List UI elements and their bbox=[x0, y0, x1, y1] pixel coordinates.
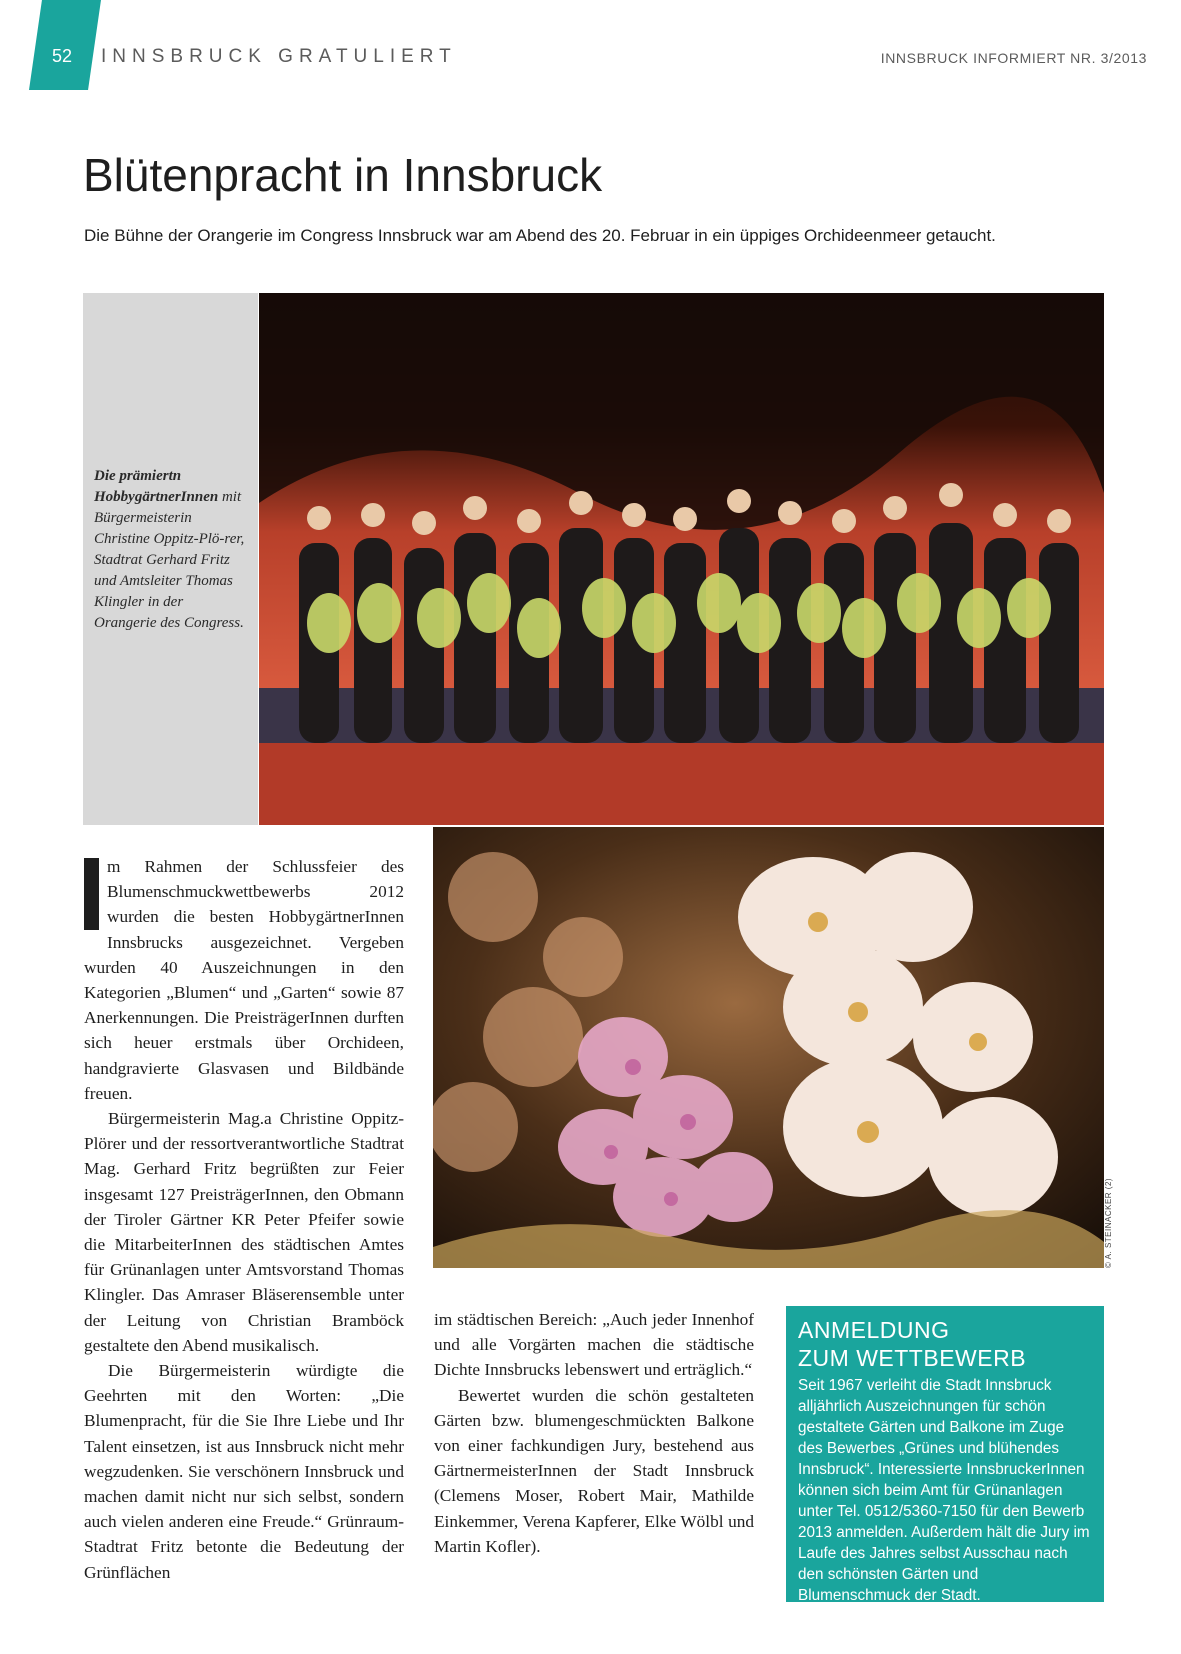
body-column-middle bbox=[434, 1307, 754, 1559]
caption-bold: Die prämiertn HobbygärtnerInnen bbox=[94, 468, 219, 505]
photo-credit: © A. STEINACKER (2) bbox=[1104, 1177, 1113, 1268]
caption-rest: mit Bürgermeisterin Christine Oppitz-Plö-rer, Stadtrat Gerhard Fritz und Amtsleiter Thomas Klingler in der Orangerie des Congress. bbox=[94, 489, 245, 631]
infobox-text: Seit 1967 verleiht die Stadt Innsbruck alljährlich Auszeichnungen für schön gestaltete Gärten und Balkone im Zuge des Bewerbes „Grünes und blühendes Innsbruck“. Interessierte InnsbruckerInnen können sich beim Amt für Grünanlagen unter Tel. 0512/5360-7150 für den Bewerb 2013 anmelden. Außerdem hält die Jury im Laufe des Jahres selbst Ausschau nach den schönsten Gärten und Blumenschmuck der Stadt. bbox=[798, 1377, 1090, 1604]
registration-infobox bbox=[786, 1306, 1104, 1602]
group-photo bbox=[259, 293, 1104, 825]
photo-caption-box bbox=[83, 293, 258, 825]
body-paragraph: Bürgermeisterin Mag.a Christine Oppitz-Plörer und der ressortverantwortliche Stadtrat Mag. Gerhard Fritz begrüßten zur Feier insgesamt 127 PreisträgerInnen, den Obmann der Tiroler Gärtner KR Peter Pfeifer sowie die MitarbeiterInnen des städtischen Amtes für Grünanlagen unter Amtsvorstand Thomas Klingler. Das Amraser Bläserensemble unter der Leitung von Christian Bramböck gestaltete den Abend musikalisch. bbox=[84, 1109, 404, 1355]
infobox-title-line: ANMELDUNG bbox=[798, 1317, 950, 1343]
drop-cap bbox=[84, 858, 99, 930]
issue-label: INNSBRUCK INFORMIERT NR. 3/2013 bbox=[880, 50, 1147, 66]
body-paragraph: Bewertet wurden die schön gestalteten Gärten bzw. blumengeschmückten Balkone von einer fachkundigen Jury, bestehend aus GärtnermeisterInnen der Stadt Innsbruck (Clemens Moser, Robert Mair, Mathilde Einkemmer, Verena Kapferer, Elke Wölbl und Martin Kofler). bbox=[434, 1385, 754, 1556]
body-paragraph bbox=[84, 854, 404, 1106]
infobox-title-line: ZUM WETTBEWERB bbox=[798, 1345, 1027, 1371]
body-column-left bbox=[84, 854, 404, 1585]
body-paragraph: Die Bürgermeisterin würdigte die Geehrten mit den Worten: „Die Blumenpracht, für die Sie Ihre Liebe und Ihr Talent einsetzen, ist aus Innsbruck nicht mehr wegzudenken. Sie verschönern Innsbruck und machen damit nicht nur sich selbst, sondern auch vielen anderen eine Freude.“ Grünraum-Stadtrat Fritz betonte die Bedeutung der Grünflächen bbox=[84, 1361, 404, 1582]
orchid-photo bbox=[433, 827, 1104, 1268]
article-title: Blütenpracht in Innsbruck bbox=[83, 149, 603, 201]
paragraph-text: m Rahmen der Schlussfeier des Blumenschmuckwettbewerbs 2012 wurden die besten HobbygärtnerInnen Innsbrucks ausgezeichnet. Vergeben wurden 40 Auszeichnungen in den Kategorien „Blumen“ und „Garten“ sowie 87 Anerkennungen. Die PreisträgerInnen durften sich heuer erstmals über Orchideen, handgravierte Glasvasen und Bildbände freuen. bbox=[84, 857, 404, 1103]
infobox-title bbox=[798, 1316, 1092, 1372]
article-lead: Die Bühne der Orangerie im Congress Innsbruck war am Abend des 20. Februar in ein üppiges Orchideenmeer getaucht. bbox=[84, 226, 996, 245]
section-title: INNSBRUCK GRATULIERT bbox=[101, 46, 457, 67]
page-number: 52 bbox=[51, 46, 73, 66]
photo-caption bbox=[94, 466, 246, 634]
page-number-tab bbox=[29, 0, 101, 90]
body-paragraph: im städtischen Bereich: „Auch jeder Innenhof und alle Vorgärten machen die städtische Dichte Innsbrucks lebenswert und erträglich.“ bbox=[434, 1310, 754, 1380]
